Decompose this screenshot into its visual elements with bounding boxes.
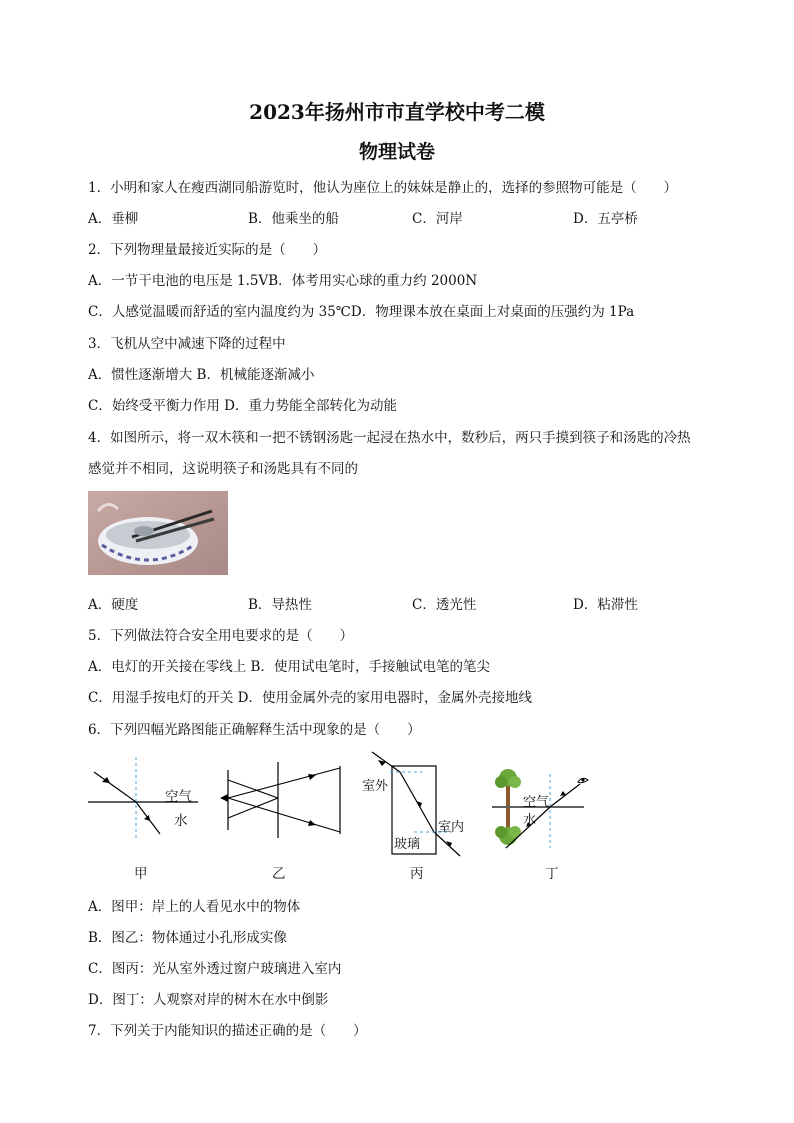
bing-outdoor-label: 室外 [362,779,389,794]
question-4-stem-cont: 感觉并不相同，这说明筷子和汤匙具有不同的 [88,461,358,477]
q1-option-a: A．垂柳 [88,211,139,227]
bing-indoor-label: 室内 [438,820,465,835]
q6-option-d: D．图丁：人观察对岸的树木在水中倒影 [88,992,329,1008]
exam-subtitle: 物理试卷 [358,141,435,163]
q1-option-c: C．河岸 [412,211,463,227]
q2-options-cd: C．人感觉温暖而舒适的室内温度约为 35℃D．物理课本放在桌面上对桌面的压强约为 1Pa [88,304,635,320]
q5-options-cd: C．用湿手按电灯的开关 D．使用金属外壳的家用电器时，金属外壳接地线 [88,690,532,706]
jia-water-label: 水 [174,813,188,829]
q6-option-b: B．图乙：物体通过小孔形成实像 [88,930,287,946]
q2-options-ab: A．一节干电池的电压是 1.5VB．体考用实心球的重力约 2000N [88,273,478,289]
figure-ding-caption: 丁 [545,866,559,882]
q5-options-ab: A．电灯的开关接在零线上 B．使用试电笔时，手接触试电笔的笔尖 [88,659,490,675]
ding-air-label: 空气 [523,795,550,810]
question-3-stem: 3．飞机从空中减速下降的过程中 [88,336,286,352]
ding-water-label: 水 [523,813,537,828]
question-7-stem: 7．下列关于内能知识的描述正确的是（ ） [88,1023,367,1039]
exam-title: 2023年扬州市市直学校中考二模 [249,100,545,124]
q1-option-d: D．五亭桥 [573,211,638,227]
q6-option-a: A．图甲：岸上的人看见水中的物体 [88,899,301,915]
q3-options-cd: C．始终受平衡力作用 D．重力势能全部转化为动能 [88,398,397,414]
q4-option-a: A．硬度 [88,597,139,613]
figure-yi-pinhole [220,760,350,840]
figure-jia-caption: 甲 [134,866,148,882]
question-6-stem: 6．下列四幅光路图能正确解释生活中现象的是（ ） [88,722,421,738]
q4-option-b: B．导热性 [248,597,312,613]
figure-yi-caption: 乙 [272,866,286,882]
q3-options-ab: A．惯性逐渐增大 B．机械能逐渐减小 [88,367,315,383]
figure-bing-caption: 丙 [410,866,424,882]
question-2-stem: 2．下列物理量最接近实际的是（ ） [88,242,327,258]
q6-option-c: C．图丙：光从室外透过窗户玻璃进入室内 [88,961,342,977]
q1-option-b: B．他乘坐的船 [248,211,339,227]
q4-option-d: D．粘滞性 [573,597,638,613]
q4-option-c: C．透光性 [412,597,477,613]
bowl-photo [88,491,228,575]
bing-glass-label: 玻璃 [394,837,421,852]
question-1-stem: 1．小明和家人在瘦西湖同船游览时，他认为座位上的妹妹是静止的，选择的参照物可能是（ ） [88,180,678,196]
jia-air-label: 空气 [165,789,192,805]
question-5-stem: 5．下列做法符合安全用电要求的是（ ） [88,628,354,644]
question-4-stem: 4．如图所示，将一双木筷和一把不锈钢汤匙一起浸在热水中，数秒后，两只手摸到筷子和汤匙的冷热 [88,430,691,446]
